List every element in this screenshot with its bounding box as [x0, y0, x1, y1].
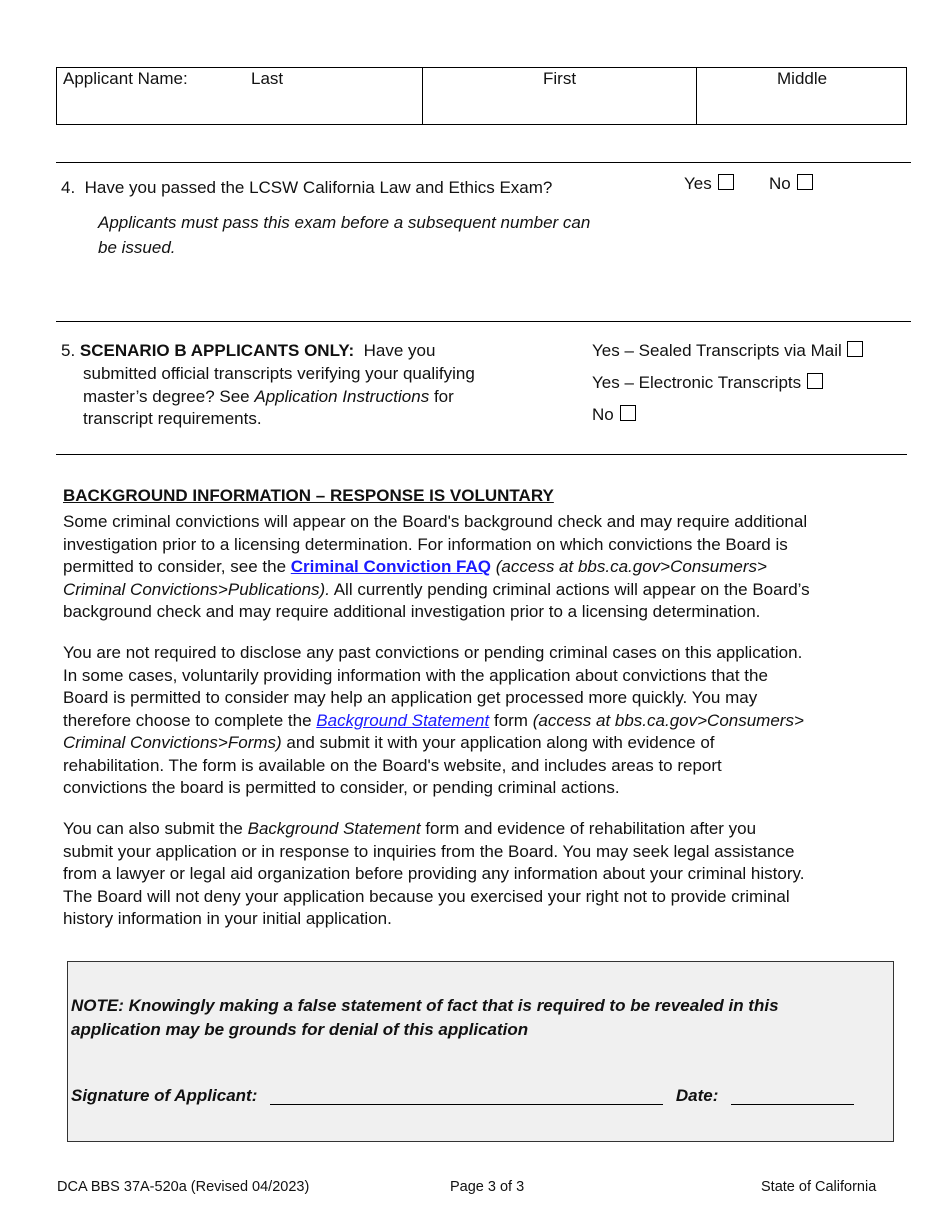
bg-p2-line4-italic: (access at bbs.ca.gov>Consumers> [532, 710, 804, 730]
q4-note-line1: Applicants must pass this exam before a subsequent number can [98, 213, 591, 232]
bg-p2-line7: convictions the board is permitted to consider, or pending criminal actions. [63, 778, 620, 797]
applicant-name-label: Applicant Name: [63, 69, 188, 88]
note-line1: NOTE: Knowingly making a false statement of fact that is required to be revealed in this [71, 996, 779, 1015]
q5-line2: submitted official transcripts verifying your qualifying [83, 364, 475, 383]
q5-opt-sealed-label: Yes – Sealed Transcripts via Mail [592, 341, 842, 360]
bg-p1-line4-italic: Criminal Convictions>Publications). [63, 579, 330, 599]
q5-line3 [83, 386, 475, 409]
q4-number: 4. [61, 178, 76, 197]
q5-body [83, 363, 475, 431]
q5-lead: SCENARIO B APPLICANTS ONLY: [79, 341, 355, 360]
bg-p1-line2: investigation prior to a licensing determination. For information on which convictions the Board is [63, 534, 788, 554]
bg-p3-line3: from a lawyer or legal aid organization before providing any information about your criminal history. [63, 864, 805, 883]
q5-line3-a: master’s degree? See [83, 386, 250, 406]
q4-no-checkbox[interactable] [797, 174, 813, 190]
background-paragraph-1 [63, 511, 923, 624]
bg-p2-line4-b: form [493, 710, 528, 730]
q5-opt-no[interactable] [592, 404, 636, 427]
signature-label: Signature of Applicant: [71, 1086, 258, 1105]
q5-number: 5. [61, 341, 76, 360]
background-paragraph-3 [63, 818, 923, 931]
criminal-conviction-faq-link[interactable]: Criminal Conviction FAQ [290, 557, 492, 576]
last-name-label: Last [251, 69, 284, 88]
bg-p1-line4 [63, 579, 923, 602]
q4-note [98, 210, 590, 260]
background-statement-link[interactable]: Background Statement [316, 710, 490, 730]
signature-field[interactable] [270, 1087, 663, 1105]
first-name-cell[interactable] [423, 68, 697, 124]
q5-line4: transcript requirements. [83, 409, 262, 428]
bg-p2-line1: You are not required to disclose any past convictions or pending criminal cases on this application. [63, 643, 803, 662]
footer-form-id: DCA BBS 37A-520a (Revised 04/2023) [57, 1179, 310, 1195]
divider-q4 [56, 162, 911, 163]
q5-opt-sealed[interactable] [592, 340, 863, 363]
signature-row [71, 1085, 854, 1108]
q4-question-text: Have you passed the LCSW California Law and Ethics Exam? [84, 178, 553, 197]
q4-yes-checkbox[interactable] [718, 174, 734, 190]
q5-line1-rest: Have you [363, 341, 436, 360]
q5-line3-b: for [433, 386, 454, 406]
bg-p1-line4-b: All currently pending criminal actions will appear on the Board’s [333, 579, 810, 599]
bg-p1-line3 [63, 556, 923, 579]
bg-p1-line5: background check and may require additional investigation prior to a licensing determination. [63, 602, 761, 621]
bg-p3-line4: The Board will not deny your application because you exercised your right not to provide criminal [63, 886, 790, 906]
q4-question [61, 177, 552, 200]
q5-opt-no-checkbox[interactable] [620, 405, 636, 421]
note-signature-box [67, 961, 894, 1142]
q4-no-option[interactable] [769, 173, 813, 196]
q5-opt-electronic[interactable] [592, 372, 823, 395]
background-title: BACKGROUND INFORMATION – RESPONSE IS VOLUNTARY [63, 486, 554, 505]
q5-question [61, 340, 435, 363]
divider-q5 [56, 321, 911, 322]
footer-page-number: Page 3 of 3 [450, 1179, 525, 1195]
first-name-label: First [543, 69, 577, 88]
bg-p2-line5 [63, 732, 923, 755]
bg-p3-line2: submit your application or in response to inquiries from the Board. You may seek legal assistance [63, 841, 795, 861]
q5-opt-electronic-checkbox[interactable] [807, 373, 823, 389]
q4-yes-label: Yes [684, 174, 712, 193]
bg-p2-line5-italic: Criminal Convictions>Forms) [63, 733, 282, 752]
bg-p2-line5-b: and submit it with your application along with evidence of [286, 733, 715, 752]
bg-p2-line6: rehabilitation. The form is available on the Board's website, and includes areas to report [63, 755, 722, 775]
last-name-cell[interactable] [57, 68, 423, 124]
q5-line3-italic: Application Instructions [254, 386, 430, 406]
bg-p2-line3: Board is permitted to consider may help an application get processed more quickly. You may [63, 688, 758, 707]
bg-p3-line1-a: You can also submit the [63, 819, 243, 838]
q5-opt-electronic-label: Yes – Electronic Transcripts [592, 373, 802, 392]
footer-state: State of California [761, 1179, 877, 1195]
q4-note-line2: be issued. [98, 238, 176, 257]
bg-p2-line4 [63, 710, 923, 733]
bg-p1-line3-italic: (access at bbs.ca.gov>Consumers> [495, 557, 767, 576]
bg-p2-line4-a: therefore choose to complete the [63, 710, 312, 730]
bg-p3-line1-italic: Background Statement [247, 819, 421, 838]
background-paragraph-2 [63, 642, 923, 800]
bg-p3-line1 [63, 818, 923, 841]
bg-p1-line3-a: permitted to consider, see the [63, 557, 287, 576]
q5-opt-no-label: No [592, 405, 614, 424]
middle-name-label: Middle [777, 69, 828, 88]
q5-opt-sealed-checkbox[interactable] [847, 341, 863, 357]
q4-yes-option[interactable] [684, 173, 734, 196]
applicant-name-table [56, 67, 907, 125]
bg-p1-line1: Some criminal convictions will appear on the Board's background check and may require additional [63, 512, 808, 531]
note-line2: application may be grounds for denial of this application [71, 1020, 529, 1039]
divider-background [56, 454, 907, 455]
bg-p3-line5: history information in your initial application. [63, 909, 392, 928]
q4-no-label: No [769, 174, 791, 193]
note-text [71, 994, 779, 1042]
date-label: Date: [675, 1086, 719, 1105]
date-field[interactable] [731, 1087, 854, 1105]
bg-p2-line2: In some cases, voluntarily providing information with the application about convictions that the [63, 665, 768, 685]
bg-p3-line1-b: form and evidence of rehabilitation after you [425, 819, 757, 838]
middle-name-cell[interactable] [697, 68, 906, 124]
